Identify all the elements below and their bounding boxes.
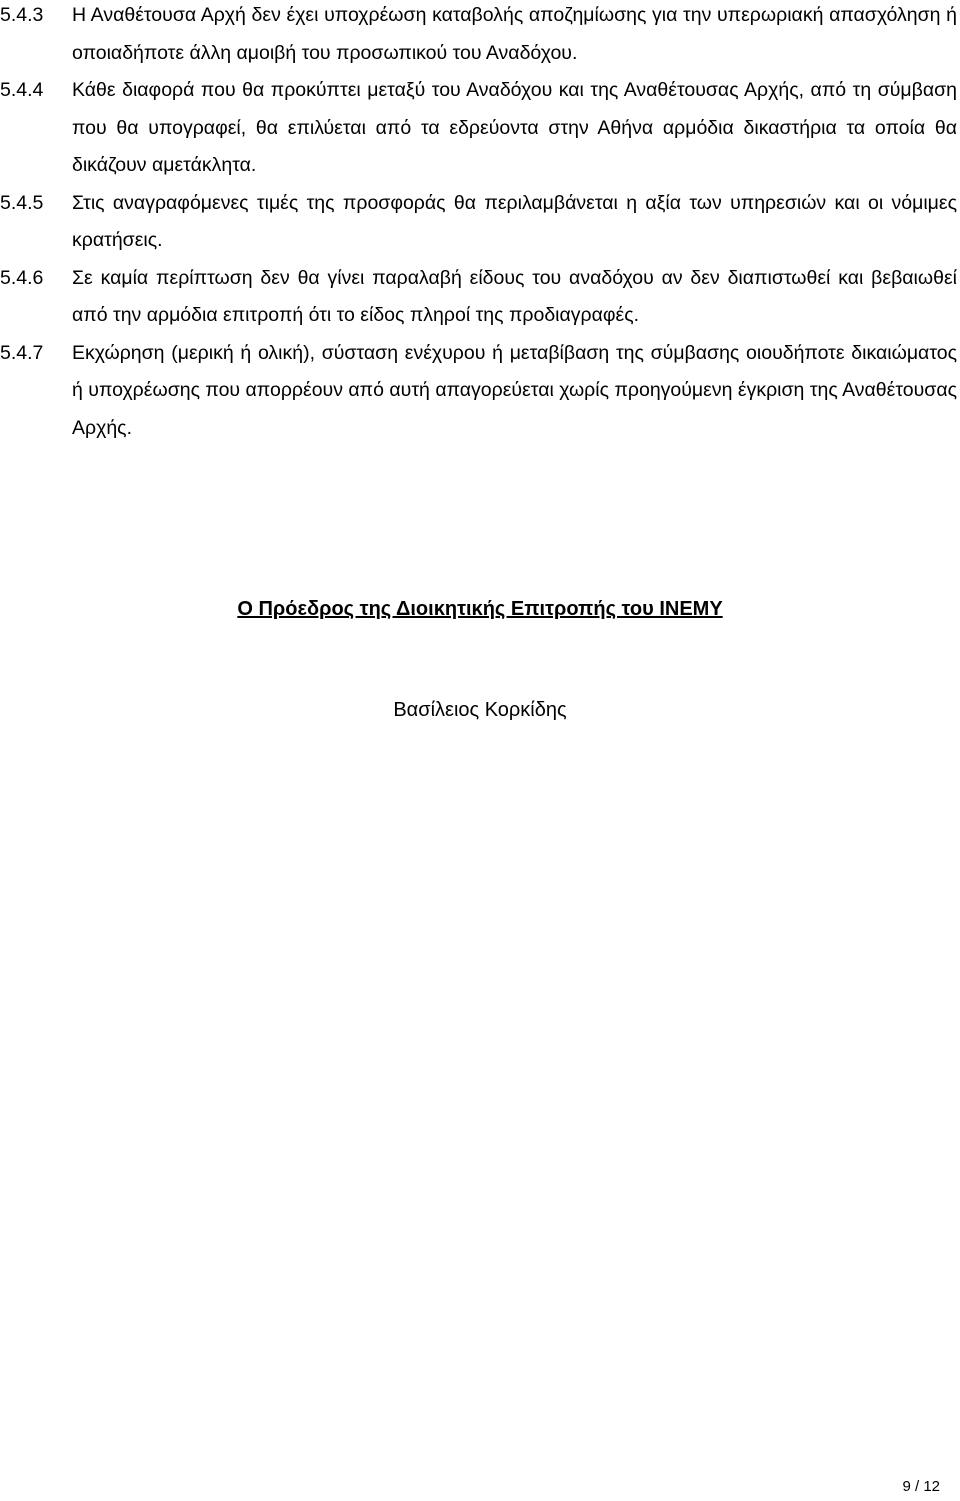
clause-text: Στις αναγραφόμενες τιμές της προσφοράς θα περιλαμβάνεται η αξία των υπηρεσιών και οι νόμιμες κρατήσεις. (72, 191, 957, 251)
clause-text: Εκχώρηση (μερική ή ολική), σύσταση ενέχυρου ή μεταβίβαση της σύμβασης οιουδήποτε δικαιώματος ή υποχρέωσης που απορρέουν από αυτή απαγορεύεται χωρίς προηγούμενη έγκριση της Αναθέτουσας Αρχής. (72, 341, 957, 439)
clauses-list (0, 0, 957, 447)
clause-5-4-3 (0, 0, 957, 72)
clause-5-4-6 (0, 260, 957, 335)
signature-title: Ο Πρόεδρος της Διοικητικής Επιτροπής του ΙΝΕΜΥ (237, 598, 723, 620)
clause-text: Σε καμία περίπτωση δεν θα γίνει παραλαβή είδους του αναδόχου αν δεν διαπιστωθεί και βεβαιωθεί από την αρμόδια επιτροπή ότι το είδος πληροί της προδιαγραφές. (72, 266, 957, 326)
clause-5-4-5 (0, 185, 957, 260)
clause-number: 5.4.4 (0, 79, 44, 101)
page-number: 9 / 12 (902, 1478, 940, 1495)
clause-number: 5.4.7 (0, 341, 44, 364)
signatory-name: Βασίλειος Κορκίδης (393, 699, 567, 721)
clause-number: 5.4.6 (0, 266, 44, 289)
clause-5-4-7 (0, 335, 957, 448)
clause-text: Η Αναθέτουσα Αρχή δεν έχει υποχρέωση καταβολής αποζημίωσης για την υπερωριακή απασχόληση ή οποιαδήποτε άλλη αμοιβή του προσωπικού του Αναδόχου. (72, 4, 957, 64)
clause-number: 5.4.5 (0, 191, 44, 214)
clause-number: 5.4.3 (0, 4, 44, 26)
clause-5-4-4 (0, 72, 957, 185)
clause-text: Κάθε διαφορά που θα προκύπτει μεταξύ του Αναδόχου και της Αναθέτουσας Αρχής, από τη σύμβαση που θα υπογραφεί, θα επιλύεται από τα εδρεύοντα στην Αθήνα αρμόδια δικαστήρια τα οποία θα δικάζουν αμετάκλητα. (72, 79, 957, 176)
